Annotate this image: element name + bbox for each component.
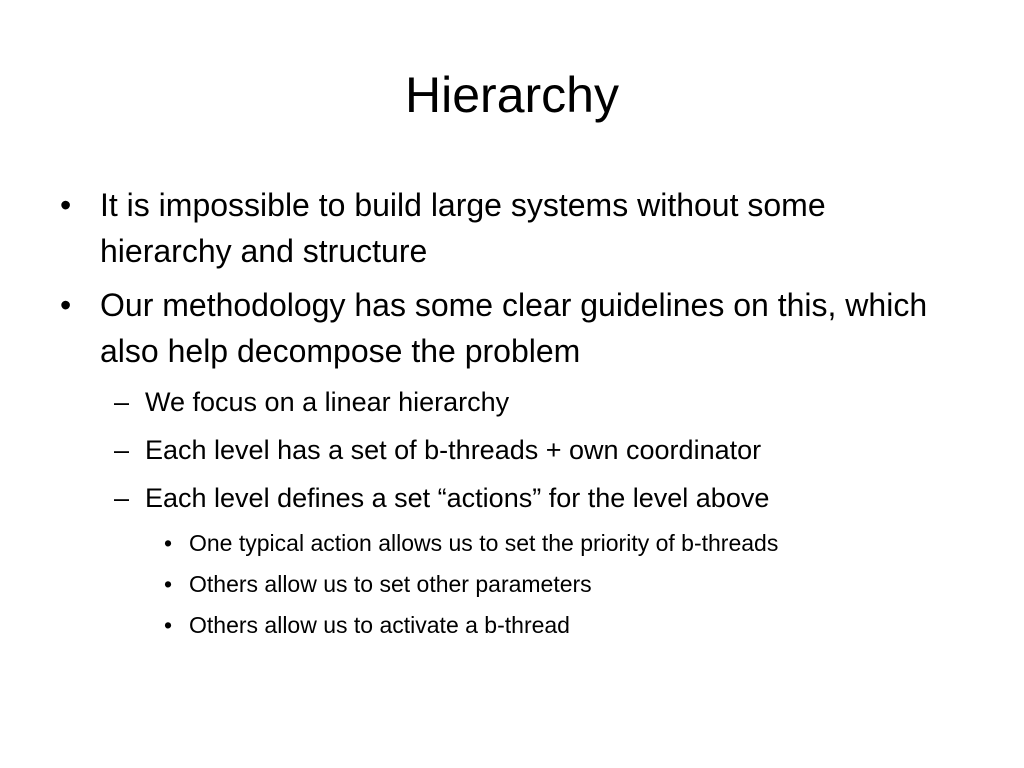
bullet-item-level2 bbox=[56, 478, 956, 518]
bullet-item-level3 bbox=[56, 608, 956, 642]
bullet-item-level1 bbox=[56, 182, 956, 274]
bullet-text: Each level defines a set “actions” for the level above bbox=[145, 483, 770, 513]
bullet-dot-icon: • bbox=[164, 530, 173, 556]
dash-bullet-icon: – bbox=[114, 483, 130, 513]
bullet-text: Our methodology has some clear guidelines on this, which also help decompose the problem bbox=[100, 287, 928, 369]
bullet-item-level2 bbox=[56, 430, 956, 470]
bullet-text: One typical action allows us to set the priority of b-threads bbox=[189, 530, 779, 556]
bullet-list bbox=[56, 182, 956, 649]
bullet-dot-icon: • bbox=[164, 612, 173, 638]
bullet-text: It is impossible to build large systems without some hierarchy and structure bbox=[100, 187, 826, 269]
bullet-item-level3 bbox=[56, 567, 956, 601]
slide-title: Hierarchy bbox=[405, 67, 619, 123]
bullet-dot-icon: • bbox=[60, 287, 72, 323]
bullet-item-level1 bbox=[56, 282, 956, 374]
bullet-item-level3 bbox=[56, 526, 956, 560]
dash-bullet-icon: – bbox=[114, 387, 130, 417]
bullet-text: Others allow us to activate a b-thread bbox=[189, 612, 570, 638]
bullet-item-level2 bbox=[56, 382, 956, 422]
bullet-dot-icon: • bbox=[164, 571, 173, 597]
bullet-text: We focus on a linear hierarchy bbox=[145, 387, 510, 417]
bullet-dot-icon: • bbox=[60, 187, 72, 223]
bullet-text: Others allow us to set other parameters bbox=[189, 571, 592, 597]
bullet-text: Each level has a set of b-threads + own coordinator bbox=[145, 435, 762, 465]
dash-bullet-icon: – bbox=[114, 435, 130, 465]
